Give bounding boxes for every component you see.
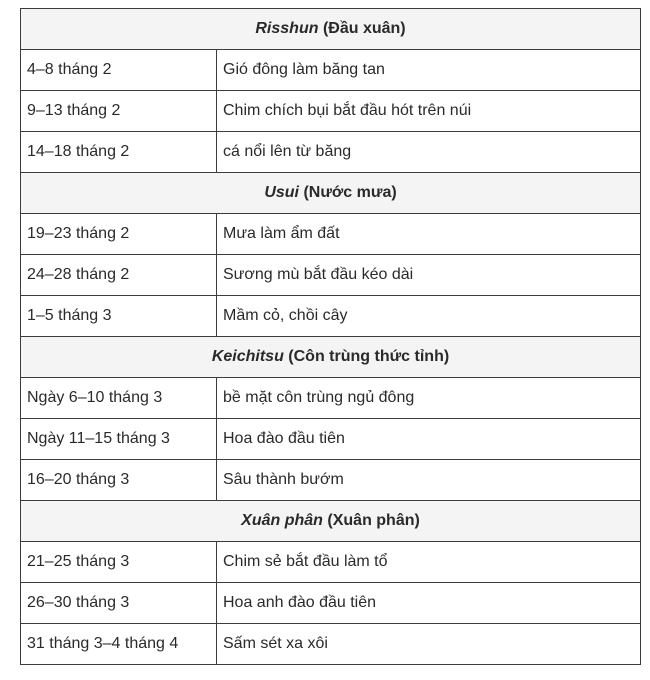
date-cell: Ngày 6–10 tháng 3 — [21, 378, 217, 419]
table-row — [21, 378, 641, 419]
season-translation: (Xuân phân) — [327, 512, 420, 529]
description-cell: Mầm cỏ, chồi cây — [217, 296, 641, 337]
date-cell: 14–18 tháng 2 — [21, 132, 217, 173]
description-cell: Sấm sét xa xôi — [217, 624, 641, 665]
date-cell: 24–28 tháng 2 — [21, 255, 217, 296]
table-row — [21, 50, 641, 91]
table-row — [21, 419, 641, 460]
season-header-row — [21, 9, 641, 50]
date-cell: Ngày 11–15 tháng 3 — [21, 419, 217, 460]
description-cell: Sâu thành bướm — [217, 460, 641, 501]
table-row — [21, 214, 641, 255]
season-header-cell — [21, 501, 641, 542]
table-row — [21, 542, 641, 583]
season-header-row — [21, 173, 641, 214]
description-cell: Gió đông làm băng tan — [217, 50, 641, 91]
seasonal-calendar-table — [20, 8, 641, 665]
table-row — [21, 91, 641, 132]
season-header-row — [21, 337, 641, 378]
table-row — [21, 296, 641, 337]
date-cell: 19–23 tháng 2 — [21, 214, 217, 255]
description-cell: bề mặt côn trùng ngủ đông — [217, 378, 641, 419]
date-cell: 16–20 tháng 3 — [21, 460, 217, 501]
table-row — [21, 132, 641, 173]
season-header-row — [21, 501, 641, 542]
date-cell: 26–30 tháng 3 — [21, 583, 217, 624]
description-cell: Chim sẻ bắt đầu làm tổ — [217, 542, 641, 583]
description-cell: cá nổi lên từ băng — [217, 132, 641, 173]
season-name: Xuân phân — [241, 512, 323, 529]
description-cell: Mưa làm ẩm đất — [217, 214, 641, 255]
season-translation: (Côn trùng thức tỉnh) — [288, 348, 450, 365]
description-cell: Hoa đào đầu tiên — [217, 419, 641, 460]
table-row — [21, 460, 641, 501]
description-cell: Chim chích bụi bắt đầu hót trên núi — [217, 91, 641, 132]
table-row — [21, 624, 641, 665]
date-cell: 1–5 tháng 3 — [21, 296, 217, 337]
date-cell: 31 tháng 3–4 tháng 4 — [21, 624, 217, 665]
season-header-cell — [21, 9, 641, 50]
date-cell: 21–25 tháng 3 — [21, 542, 217, 583]
date-cell: 4–8 tháng 2 — [21, 50, 217, 91]
season-translation: (Đầu xuân) — [322, 20, 406, 37]
season-header-cell — [21, 173, 641, 214]
table-row — [21, 255, 641, 296]
description-cell: Hoa anh đào đầu tiên — [217, 583, 641, 624]
table-row — [21, 583, 641, 624]
season-name: Usui — [264, 184, 299, 201]
date-cell: 9–13 tháng 2 — [21, 91, 217, 132]
season-name: Keichitsu — [211, 348, 284, 365]
description-cell: Sương mù bắt đầu kéo dài — [217, 255, 641, 296]
season-translation: (Nước mưa) — [303, 184, 397, 201]
season-header-cell — [21, 337, 641, 378]
season-name: Risshun — [255, 20, 319, 37]
